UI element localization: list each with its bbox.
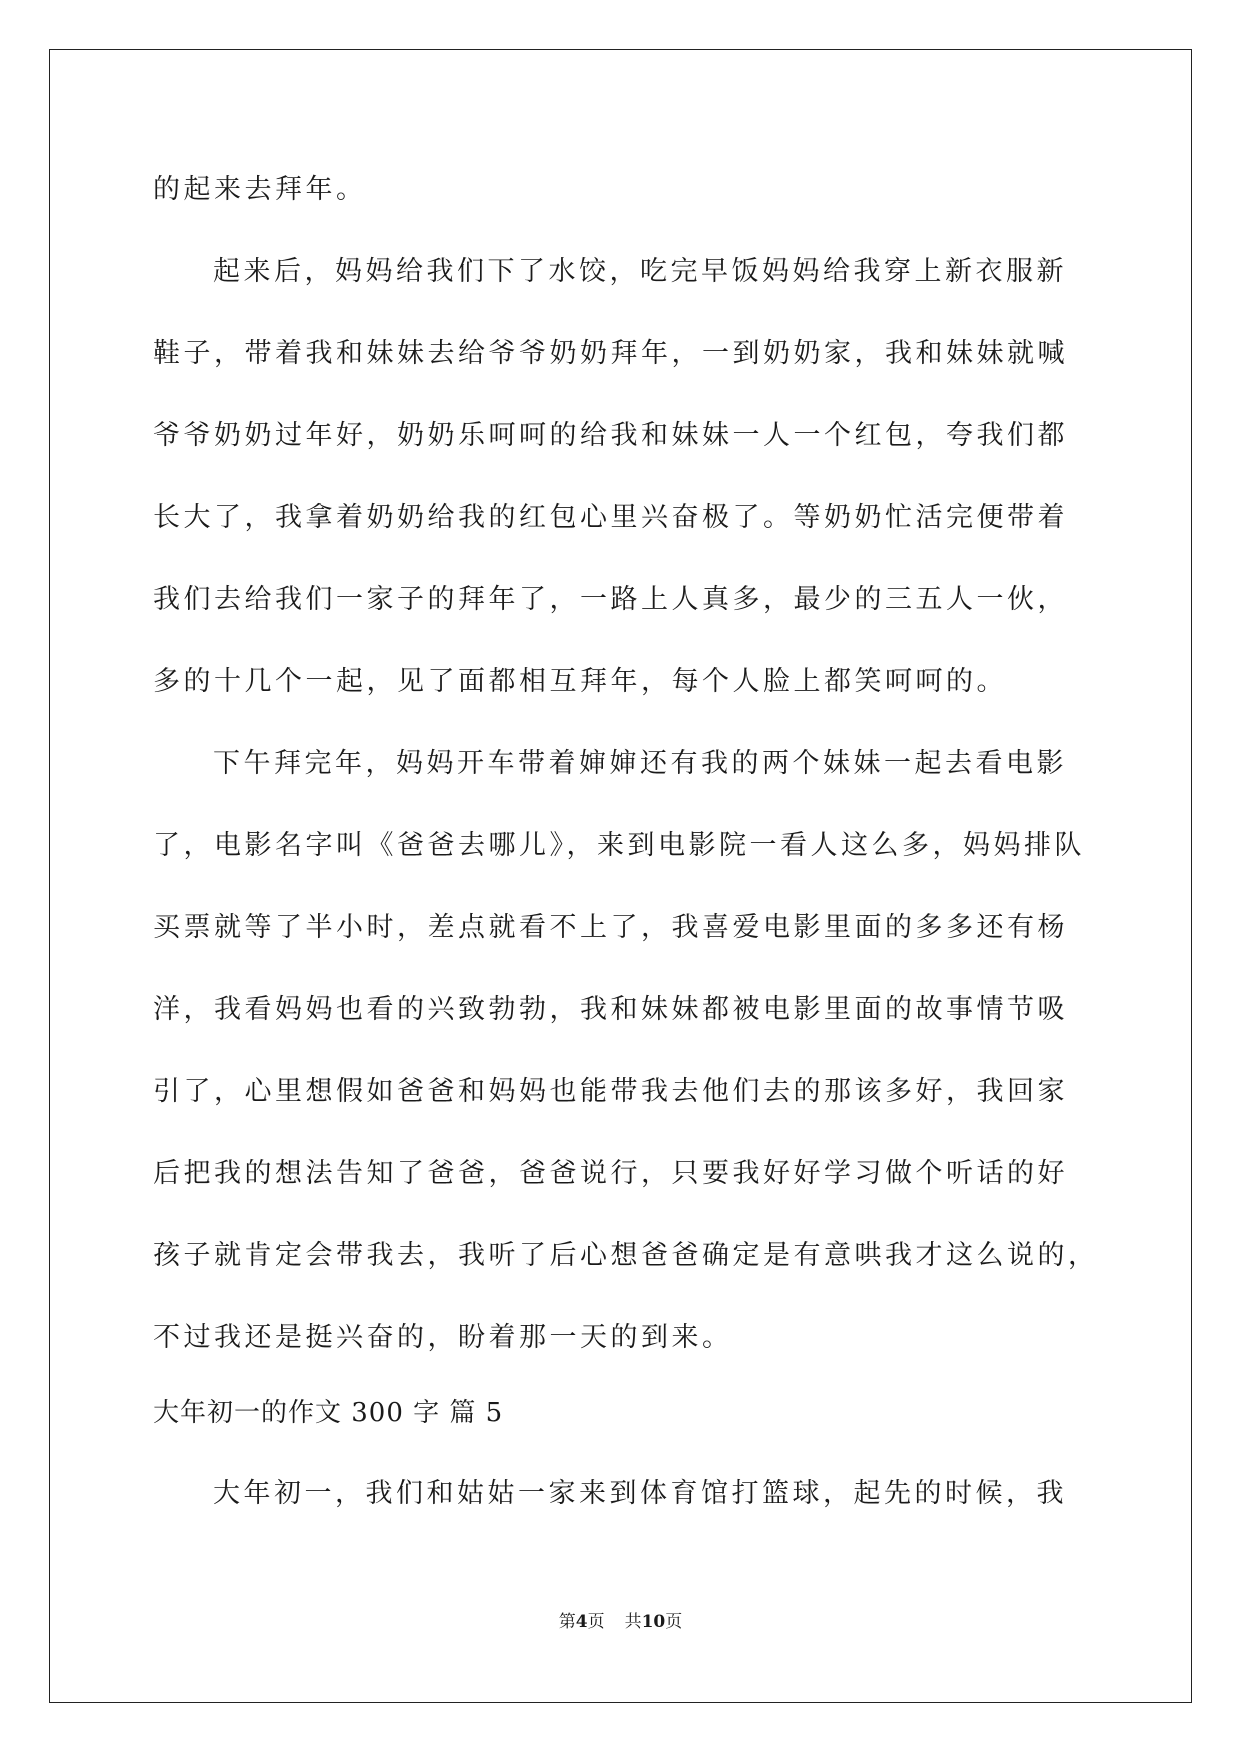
paragraph-line: 爷爷奶奶过年好，奶奶乐呵呵的给我和妹妹一人一个红包，夸我们都 <box>153 420 1068 451</box>
paragraph-line: 买票就等了半小时，差点就看不上了，我喜爱电影里面的多多还有杨 <box>153 912 1068 943</box>
paragraph-line: 了，电影名字叫《爸爸去哪儿》，来到电影院一看人这么多，妈妈排队 <box>153 830 1085 861</box>
footer-total-suffix: 页 <box>665 1612 683 1632</box>
footer-total-prefix: 共 <box>624 1612 642 1632</box>
paragraph-line: 多的十几个一起，见了面都相互拜年，每个人脸上都笑呵呵的。 <box>153 666 1007 697</box>
footer-page-prefix: 第 <box>558 1612 576 1632</box>
paragraph-line: 长大了，我拿着奶奶给我的红包心里兴奋极了。等奶奶忙活完便带着 <box>153 502 1068 533</box>
paragraph-line: 起来后，妈妈给我们下了水饺，吃完早饭妈妈给我穿上新衣服新 <box>213 256 1067 287</box>
footer-page-current: 4 <box>575 1612 588 1632</box>
paragraph-line: 洋，我看妈妈也看的兴致勃勃，我和妹妹都被电影里面的故事情节吸 <box>153 994 1068 1025</box>
paragraph-line: 下午拜完年，妈妈开车带着婶婶还有我的两个妹妹一起去看电影 <box>213 748 1067 779</box>
page-footer <box>0 1607 1241 1632</box>
footer-page-total: 10 <box>641 1612 666 1632</box>
paragraph-line: 的起来去拜年。 <box>153 174 367 205</box>
paragraph-line: 孩子就肯定会带我去，我听了后心想爸爸确定是有意哄我才这么说的， <box>153 1240 1099 1271</box>
paragraph-line: 我们去给我们一家子的拜年了，一路上人真多，最少的三五人一伙， <box>153 584 1068 615</box>
paragraph-line: 鞋子，带着我和妹妹去给爷爷奶奶拜年，一到奶奶家，我和妹妹就喊 <box>153 338 1068 369</box>
paragraph-line: 引了，心里想假如爸爸和妈妈也能带我去他们去的那该多好，我回家 <box>153 1076 1068 1107</box>
page-border <box>49 49 1192 1703</box>
footer-page-suffix: 页 <box>587 1612 605 1632</box>
paragraph-line: 大年初一，我们和姑姑一家来到体育馆打篮球，起先的时候，我 <box>213 1478 1067 1509</box>
paragraph-line: 后把我的想法告知了爸爸，爸爸说行，只要我好好学习做个听话的好 <box>153 1158 1068 1189</box>
paragraph-line: 不过我还是挺兴奋的，盼着那一天的到来。 <box>153 1322 733 1353</box>
section-heading: 大年初一的作文 300 字 篇 5 <box>153 1398 504 1428</box>
